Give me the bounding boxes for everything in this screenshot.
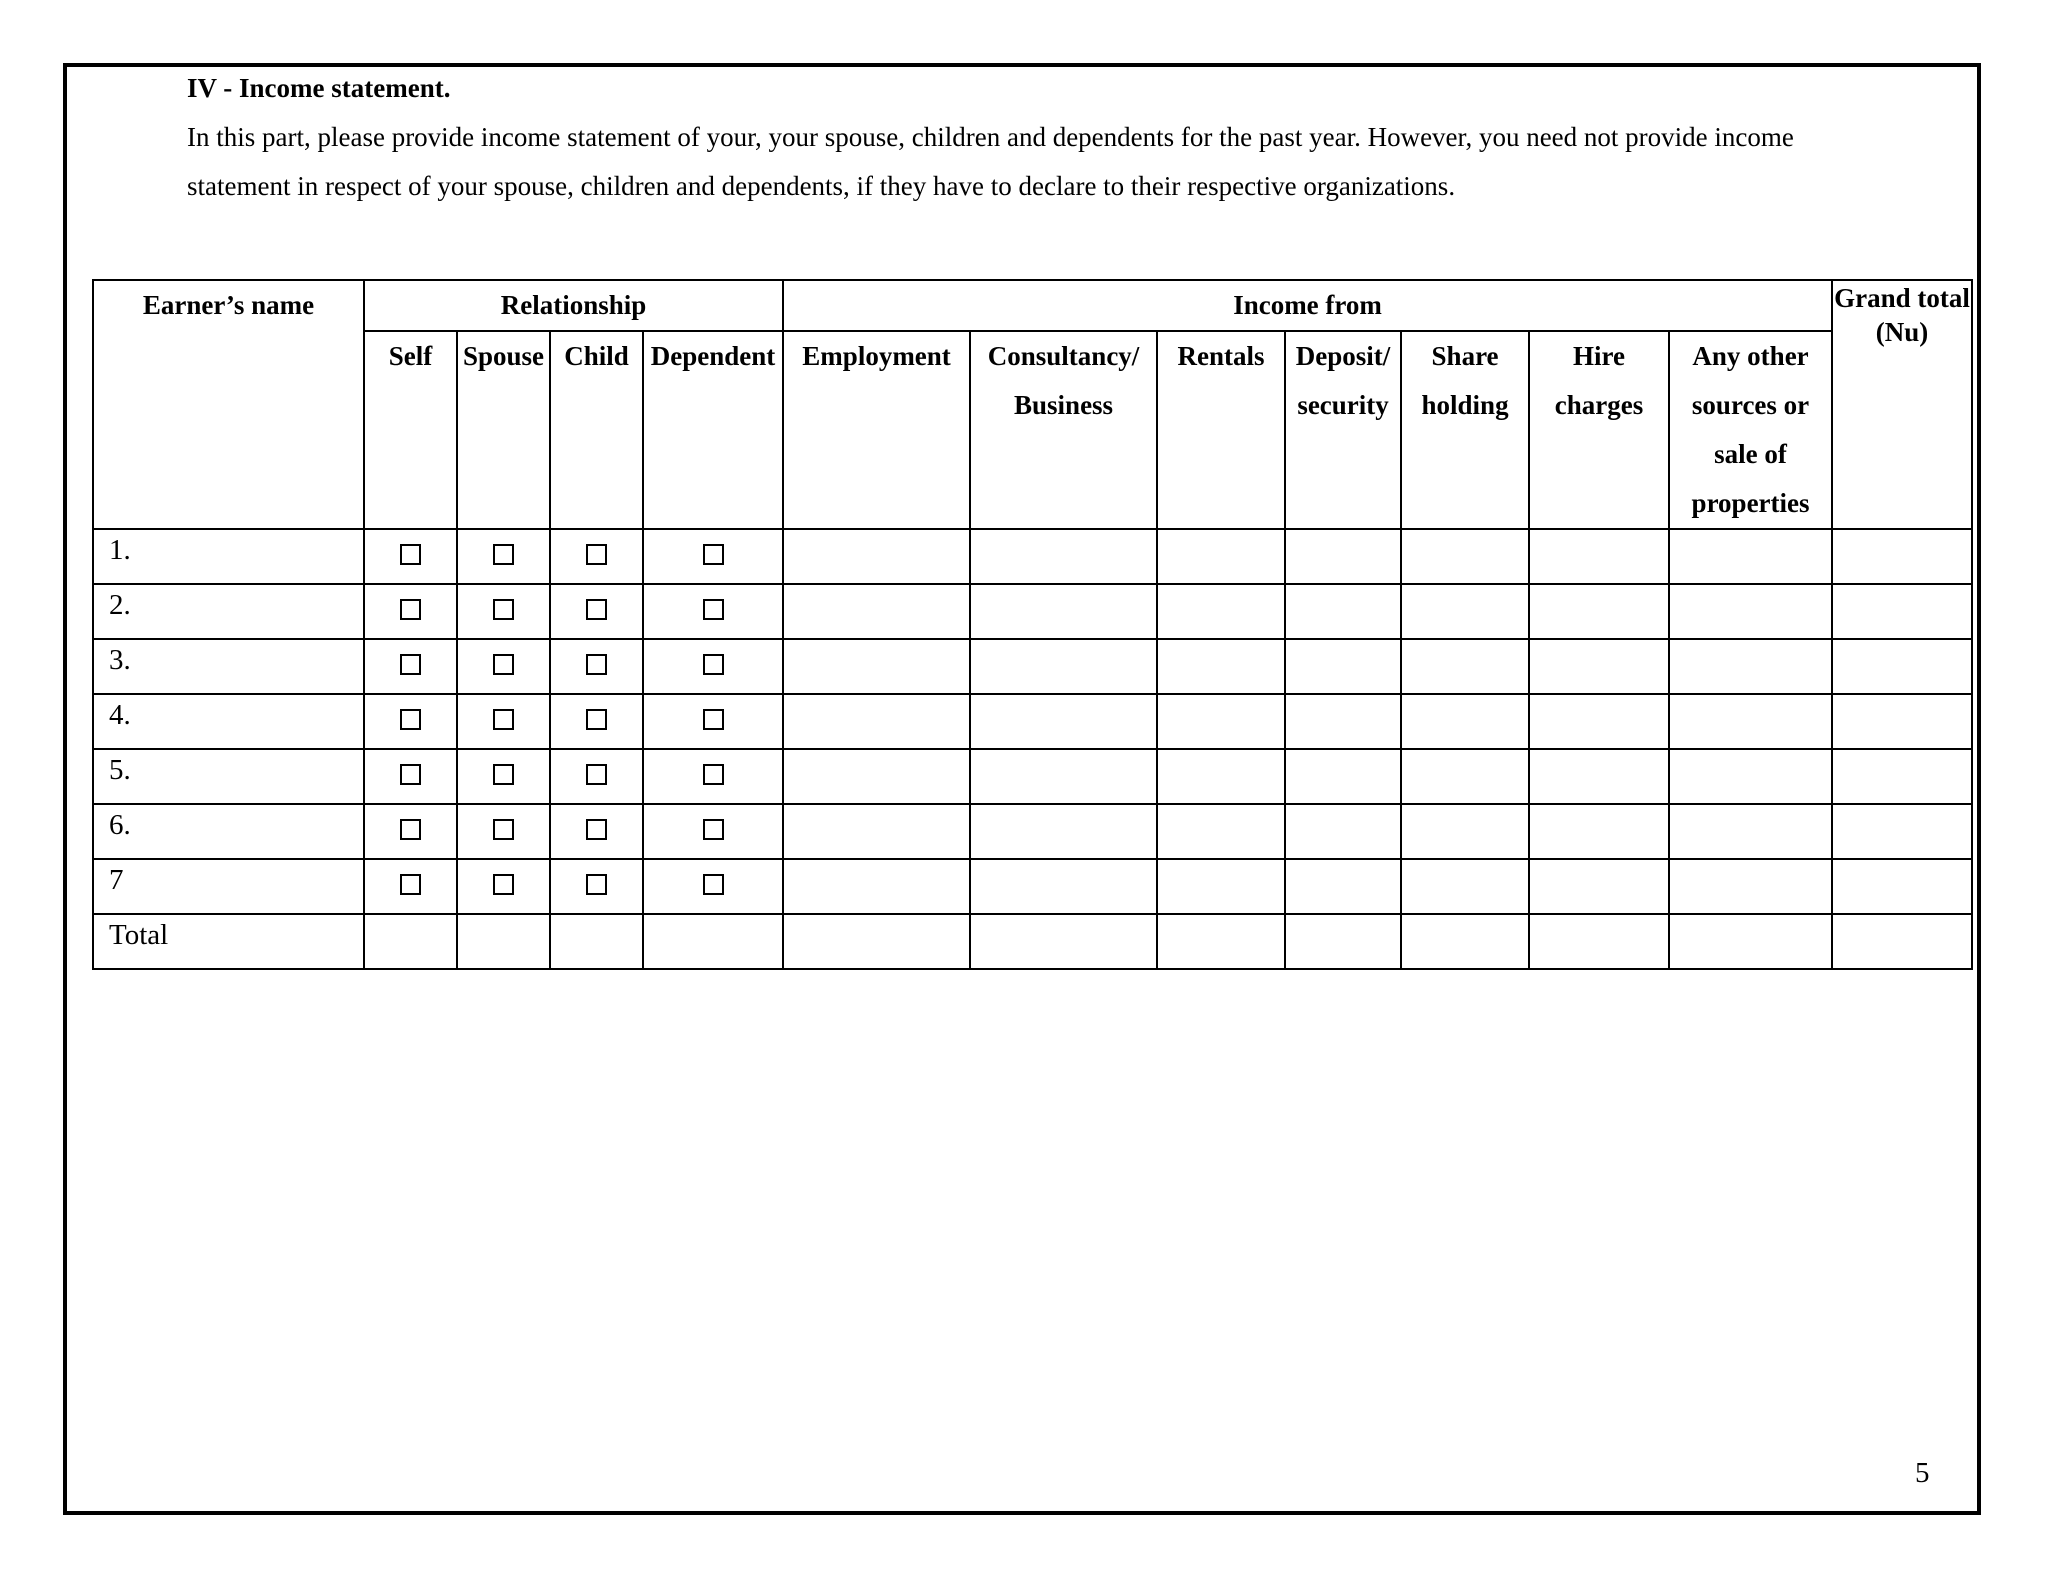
relationship-cell-dependent	[643, 639, 783, 694]
dependent-checkbox[interactable]	[703, 874, 724, 895]
table-row	[93, 694, 1972, 749]
income-cell[interactable]	[1157, 694, 1285, 749]
income-cell[interactable]	[783, 639, 970, 694]
income-cell[interactable]	[1669, 749, 1832, 804]
header-income-from: Income from	[783, 280, 1832, 331]
grand-total-cell[interactable]	[1832, 694, 1972, 749]
income-cell[interactable]	[1285, 749, 1401, 804]
table-row	[93, 584, 1972, 639]
total-cell[interactable]	[1669, 914, 1832, 969]
income-cell[interactable]	[1401, 529, 1529, 584]
relationship-cell-child	[550, 584, 643, 639]
header-relationship-self: Self	[364, 331, 457, 529]
relationship-cell-dependent	[643, 584, 783, 639]
income-cell[interactable]	[1401, 639, 1529, 694]
grand-total-cell[interactable]	[1832, 639, 1972, 694]
earner-name-cell[interactable]: 3.	[93, 639, 364, 694]
relationship-cell-self	[364, 749, 457, 804]
income-cell[interactable]	[783, 694, 970, 749]
income-cell[interactable]	[1669, 639, 1832, 694]
income-cell[interactable]	[1157, 749, 1285, 804]
self-checkbox[interactable]	[400, 709, 421, 730]
income-cell[interactable]	[1285, 639, 1401, 694]
relationship-cell-child	[550, 749, 643, 804]
page-number: 5	[1915, 1457, 1930, 1489]
grand-total-cell[interactable]	[1832, 859, 1972, 914]
section-title: IV - Income statement.	[187, 73, 451, 103]
relationship-cell-self	[364, 694, 457, 749]
relationship-cell-self	[364, 584, 457, 639]
income-cell[interactable]	[1669, 804, 1832, 859]
spouse-checkbox[interactable]	[493, 599, 514, 620]
income-cell[interactable]	[1285, 529, 1401, 584]
dependent-checkbox[interactable]	[703, 709, 724, 730]
header-relationship-spouse: Spouse	[457, 331, 550, 529]
income-cell[interactable]	[1157, 859, 1285, 914]
income-cell[interactable]	[1401, 804, 1529, 859]
earner-name-cell[interactable]: 5.	[93, 749, 364, 804]
income-cell[interactable]	[970, 804, 1157, 859]
table-row	[93, 859, 1972, 914]
header-relationship: Relationship	[364, 280, 783, 331]
relationship-cell-child	[550, 859, 643, 914]
income-cell[interactable]	[783, 749, 970, 804]
self-checkbox[interactable]	[400, 874, 421, 895]
dependent-checkbox[interactable]	[703, 764, 724, 785]
relationship-cell-spouse	[457, 639, 550, 694]
dependent-checkbox[interactable]	[703, 544, 724, 565]
total-cell[interactable]	[1401, 914, 1529, 969]
relationship-cell-spouse	[457, 584, 550, 639]
income-cell[interactable]	[970, 859, 1157, 914]
relationship-cell-child	[550, 639, 643, 694]
self-checkbox[interactable]	[400, 654, 421, 675]
relationship-cell-spouse	[457, 749, 550, 804]
total-cell[interactable]	[970, 914, 1157, 969]
relationship-cell-spouse	[457, 804, 550, 859]
relationship-cell-dependent	[643, 804, 783, 859]
self-checkbox[interactable]	[400, 599, 421, 620]
income-cell[interactable]	[1529, 694, 1669, 749]
relationship-cell-spouse	[457, 529, 550, 584]
header-earner-name: Earner’s name	[93, 280, 364, 529]
intro-line-1: In this part, please provide income statement of your, your spouse, children and dependents for the past year. However, you need not provide income	[187, 122, 1794, 152]
income-cell[interactable]	[970, 694, 1157, 749]
income-cell[interactable]	[1529, 584, 1669, 639]
child-checkbox[interactable]	[586, 764, 607, 785]
total-cell[interactable]	[1529, 914, 1669, 969]
dependent-checkbox[interactable]	[703, 654, 724, 675]
income-cell[interactable]	[783, 529, 970, 584]
grand-total-cell[interactable]	[1832, 584, 1972, 639]
income-cell[interactable]	[1401, 859, 1529, 914]
total-cell[interactable]	[1832, 914, 1972, 969]
header-relationship-dependent: Dependent	[643, 331, 783, 529]
spouse-checkbox[interactable]	[493, 819, 514, 840]
income-cell[interactable]	[1285, 859, 1401, 914]
relationship-cell-spouse	[457, 859, 550, 914]
income-cell[interactable]	[1401, 584, 1529, 639]
intro-line-2: statement in respect of your spouse, children and dependents, if they have to declare to their respective organizations.	[187, 171, 1456, 201]
self-checkbox[interactable]	[400, 544, 421, 565]
total-cell[interactable]	[643, 914, 783, 969]
self-checkbox[interactable]	[400, 764, 421, 785]
child-checkbox[interactable]	[586, 599, 607, 620]
grand-total-cell[interactable]	[1832, 749, 1972, 804]
income-cell[interactable]	[1401, 694, 1529, 749]
spouse-checkbox[interactable]	[493, 709, 514, 730]
relationship-cell-self	[364, 804, 457, 859]
total-cell[interactable]	[364, 914, 457, 969]
income-cell[interactable]	[1669, 529, 1832, 584]
income-cell[interactable]	[1157, 639, 1285, 694]
child-checkbox[interactable]	[586, 654, 607, 675]
income-cell[interactable]	[1157, 584, 1285, 639]
header-income-col-3: Rentals	[1157, 331, 1285, 529]
child-checkbox[interactable]	[586, 544, 607, 565]
child-checkbox[interactable]	[586, 709, 607, 730]
grand-total-cell[interactable]	[1832, 804, 1972, 859]
relationship-cell-dependent	[643, 529, 783, 584]
total-cell[interactable]	[457, 914, 550, 969]
income-cell[interactable]	[1529, 804, 1669, 859]
income-cell[interactable]	[1285, 584, 1401, 639]
header-income-col-4: Deposit/ security	[1285, 331, 1401, 529]
earner-name-cell[interactable]: 4.	[93, 694, 364, 749]
earner-name-cell[interactable]: 6.	[93, 804, 364, 859]
income-statement-table	[92, 279, 1973, 970]
relationship-cell-self	[364, 529, 457, 584]
total-cell[interactable]	[783, 914, 970, 969]
income-cell[interactable]	[1669, 859, 1832, 914]
income-cell[interactable]	[783, 804, 970, 859]
header-income-col-2: Consultancy/ Business	[970, 331, 1157, 529]
income-cell[interactable]	[1157, 529, 1285, 584]
spouse-checkbox[interactable]	[493, 764, 514, 785]
relationship-cell-dependent	[643, 749, 783, 804]
grand-total-cell[interactable]	[1832, 529, 1972, 584]
income-cell[interactable]	[970, 749, 1157, 804]
total-label: Total	[93, 914, 364, 969]
relationship-cell-child	[550, 529, 643, 584]
income-cell[interactable]	[1669, 694, 1832, 749]
relationship-cell-child	[550, 694, 643, 749]
header-income-col-6: Hire charges	[1529, 331, 1669, 529]
spouse-checkbox[interactable]	[493, 544, 514, 565]
table-row	[93, 749, 1972, 804]
header-relationship-child: Child	[550, 331, 643, 529]
earner-name-cell[interactable]: 2.	[93, 584, 364, 639]
dependent-checkbox[interactable]	[703, 819, 724, 840]
income-cell[interactable]	[1669, 584, 1832, 639]
income-cell[interactable]	[783, 859, 970, 914]
income-cell[interactable]	[1285, 694, 1401, 749]
relationship-cell-spouse	[457, 694, 550, 749]
income-cell[interactable]	[970, 529, 1157, 584]
self-checkbox[interactable]	[400, 819, 421, 840]
income-cell[interactable]	[970, 639, 1157, 694]
header-income-col-5: Share holding	[1401, 331, 1529, 529]
income-cell[interactable]	[1285, 804, 1401, 859]
income-cell[interactable]	[1157, 804, 1285, 859]
relationship-cell-dependent	[643, 859, 783, 914]
dependent-checkbox[interactable]	[703, 599, 724, 620]
spouse-checkbox[interactable]	[493, 654, 514, 675]
relationship-cell-self	[364, 639, 457, 694]
income-cell[interactable]	[1529, 859, 1669, 914]
intro-paragraph	[187, 113, 1907, 211]
income-cell[interactable]	[783, 584, 970, 639]
header-grand-total: Grand total (Nu)	[1832, 280, 1972, 529]
relationship-cell-self	[364, 859, 457, 914]
total-cell[interactable]	[1157, 914, 1285, 969]
income-cell[interactable]	[970, 584, 1157, 639]
header-income-col-7: Any other sources or sale of properties	[1669, 331, 1832, 529]
relationship-cell-child	[550, 804, 643, 859]
table-row	[93, 804, 1972, 859]
spouse-checkbox[interactable]	[493, 874, 514, 895]
earner-name-cell[interactable]: 7	[93, 859, 364, 914]
header-income-col-1: Employment	[783, 331, 970, 529]
total-row	[93, 914, 1972, 969]
total-cell[interactable]	[550, 914, 643, 969]
table-row	[93, 529, 1972, 584]
income-cell[interactable]	[1529, 749, 1669, 804]
table-row	[93, 639, 1972, 694]
earner-name-cell[interactable]: 1.	[93, 529, 364, 584]
child-checkbox[interactable]	[586, 819, 607, 840]
income-cell[interactable]	[1529, 529, 1669, 584]
income-cell[interactable]	[1401, 749, 1529, 804]
total-cell[interactable]	[1285, 914, 1401, 969]
relationship-cell-dependent	[643, 694, 783, 749]
income-cell[interactable]	[1529, 639, 1669, 694]
child-checkbox[interactable]	[586, 874, 607, 895]
